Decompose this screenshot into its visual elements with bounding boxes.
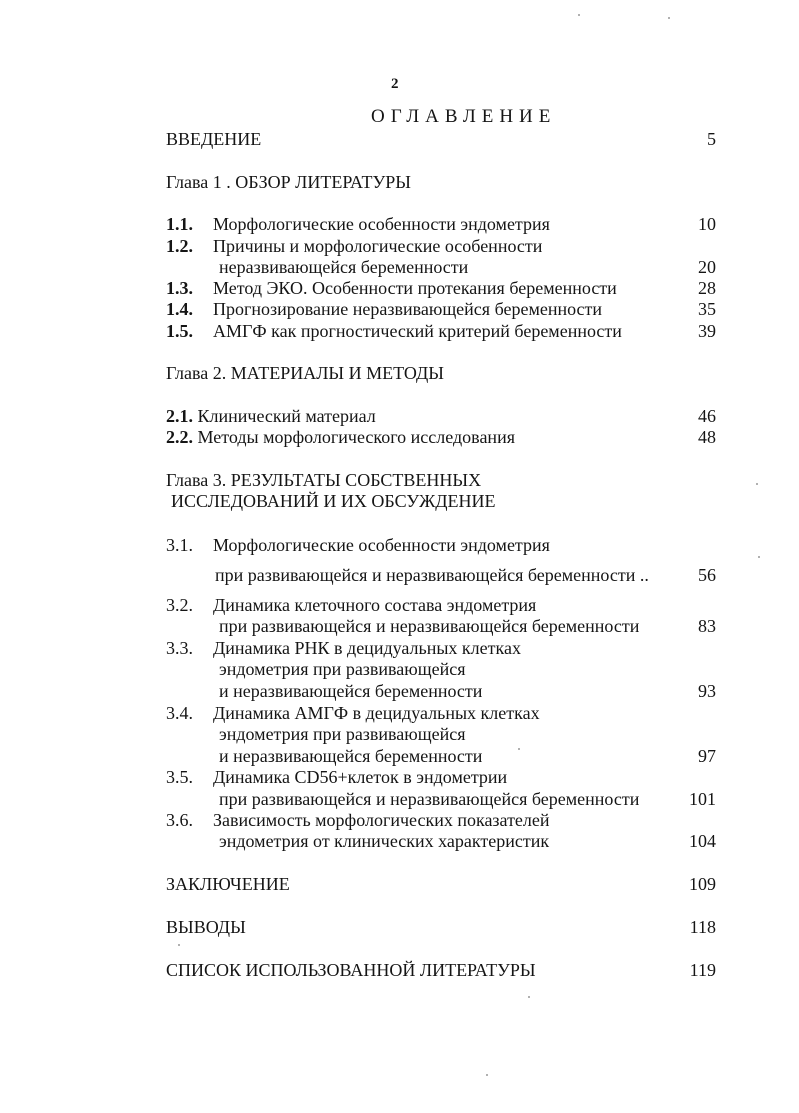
scan-speck [668,17,670,19]
toc-item-page: 35 [698,299,716,319]
toc-item-text: Метод ЭКО. Особенности протекания беременности [213,278,617,298]
toc-item-text: АМГФ как прогностический критерий беременности [213,321,622,341]
toc-item-text: Причины и морфологические особенности [213,236,543,256]
toc-item-num: 1.5. [166,321,193,341]
toc-item-num: 3.1. [166,535,193,555]
toc-item-text-cont: эндометрия при развивающейся [219,724,466,744]
scan-speck [756,483,758,485]
toc-item-text-cont: эндометрия от клинических характеристик [219,831,550,851]
toc-item-num: 1.2. [166,236,193,256]
toc-item-page: 46 [698,406,716,426]
scan-speck [178,944,180,946]
toc-item-text: Зависимость морфологических показателей [213,810,550,830]
toc-item-num: 1.4. [166,299,193,319]
toc-item-text-cont: при развивающейся и неразвивающейся беременности .. [215,565,649,585]
toc-item-num: 3.5. [166,767,193,787]
toc-item-page: 97 [698,746,716,766]
toc-conclusion-page: 109 [689,874,716,894]
toc-item-num: 3.4. [166,703,193,723]
toc-item-page: 39 [698,321,716,341]
toc-item-text: 2.2. Методы морфологического исследования [166,427,515,447]
scan-speck [528,996,530,998]
toc-item-text: Динамика АМГФ в децидуальных клетках [213,703,540,723]
toc-item-text: Динамика клеточного состава эндометрия [213,595,537,615]
toc-item-text: Динамика РНК в децидуальных клетках [213,638,521,658]
toc-item-num: 3.2. [166,595,193,615]
toc-item-text-cont: при развивающейся и неразвивающейся беременности [219,616,640,636]
toc-item-num: 1.3. [166,278,193,298]
toc-references-title: СПИСОК ИСПОЛЬЗОВАННОЙ ЛИТЕРАТУРЫ [166,960,536,980]
scan-speck [578,14,580,16]
toc-item-page: 10 [698,214,716,234]
toc-item-text: Прогнозирование неразвивающейся беременности [213,299,603,319]
toc-item-text: Морфологические особенности эндометрия [213,535,550,555]
toc-item-text-cont: и неразвивающейся беременности [219,746,483,766]
toc-intro-title: ВВЕДЕНИЕ [166,129,262,149]
toc-item-page: 20 [698,257,716,277]
toc-heading: ОГЛАВЛЕНИЕ [371,106,557,127]
toc-item-page: 48 [698,427,716,447]
scan-speck [486,1074,488,1076]
chapter-3-title-cont: ИССЛЕДОВАНИЙ И ИХ ОБСУЖДЕНИЕ [171,491,496,511]
toc-item-page: 101 [689,789,716,809]
toc-item-text: Динамика CD56+клеток в эндометрии [213,767,508,787]
toc-item-page: 28 [698,278,716,298]
toc-item-num: 3.6. [166,810,193,830]
chapter-1-title: Глава 1 . ОБЗОР ЛИТЕРАТУРЫ [166,172,411,192]
toc-item-text-cont: эндометрия при развивающейся [219,659,466,679]
page-number: 2 [391,76,399,92]
toc-findings-title: ВЫВОДЫ [166,917,246,937]
toc-item-page: 104 [689,831,716,851]
toc-item-page: 93 [698,681,716,701]
toc-item-text: 2.1. Клинический материал [166,406,376,426]
toc-item-num: 3.3. [166,638,193,658]
toc-intro-page: 5 [707,129,716,149]
toc-item-page: 83 [698,616,716,636]
toc-findings-page: 118 [689,917,716,937]
chapter-3-title: Глава 3. РЕЗУЛЬТАТЫ СОБСТВЕННЫХ [166,470,482,490]
toc-item-text-cont: и неразвивающейся беременности [219,681,483,701]
toc-item-num: 1.1. [166,214,193,234]
toc-references-page: 119 [689,960,716,980]
toc-item-text-cont: при развивающейся и неразвивающейся беременности [219,789,640,809]
toc-item-page: 56 [698,565,716,585]
scan-speck [518,748,520,750]
toc-item-text-cont: неразвивающейся беременности [219,257,469,277]
toc-conclusion-title: ЗАКЛЮЧЕНИЕ [166,874,290,894]
toc-item-text: Морфологические особенности эндометрия [213,214,550,234]
scan-speck [758,556,760,558]
chapter-2-title: Глава 2. МАТЕРИАЛЫ И МЕТОДЫ [166,363,444,383]
